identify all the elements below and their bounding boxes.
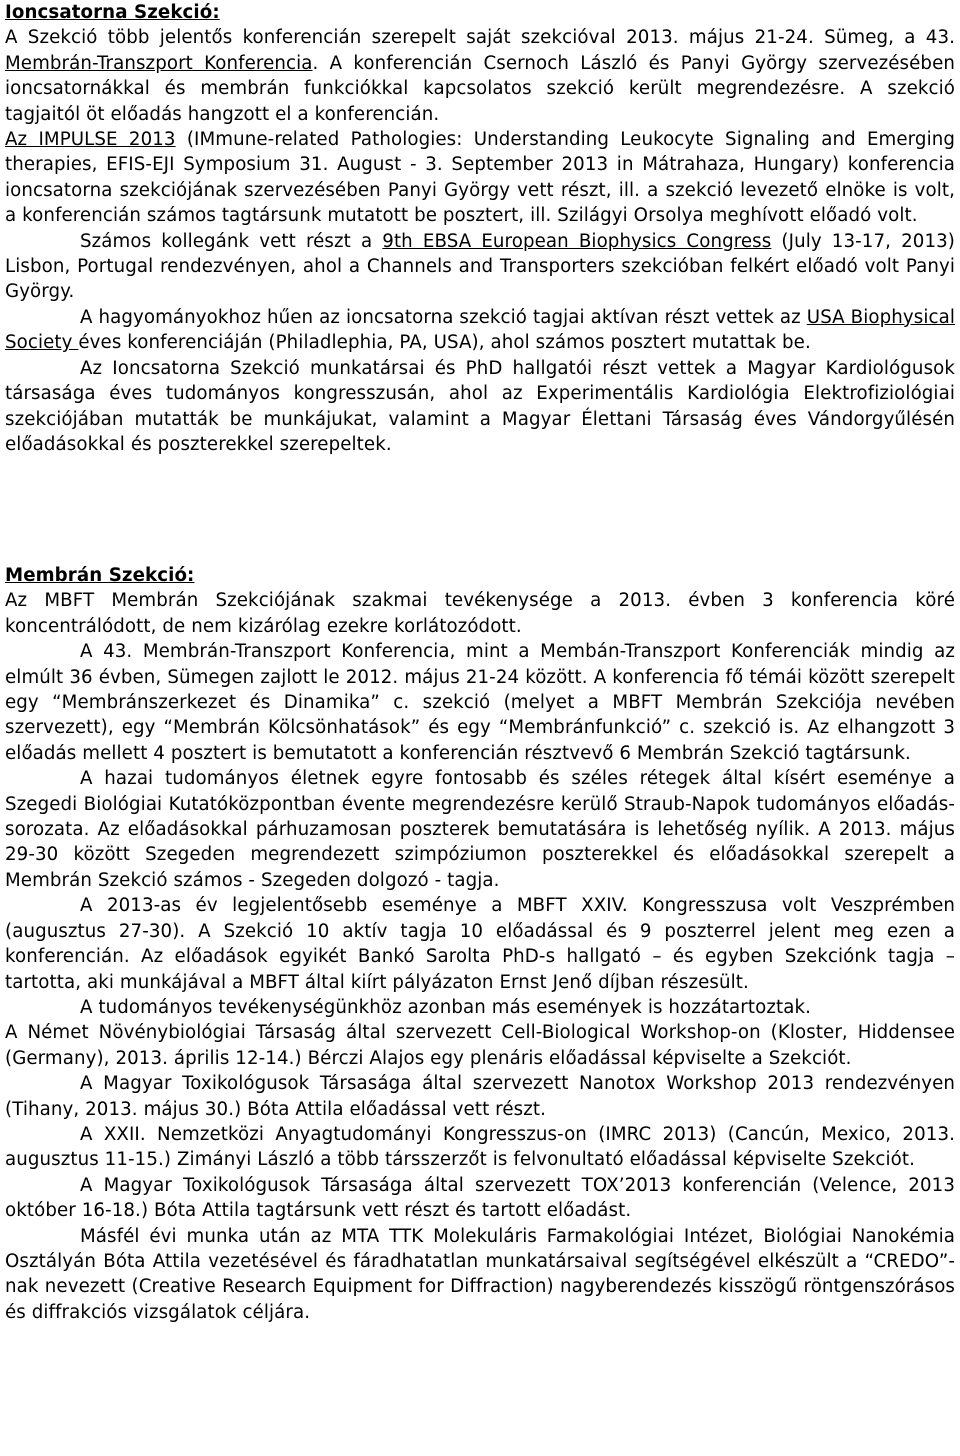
membran-paragraph-8: A XXII. Nemzetközi Anyagtudományi Kongresszus-on (IMRC 2013) (Cancún, Mexico, 2013. augusztus 11-15.) Zimányi László a több társszerzőt is felvonultató előadással képviselte Szekciót. (5, 1123, 955, 1171)
usa-biophysical-society-link[interactable]: USA Biophysical Society (5, 306, 955, 354)
ioncsatorna-heading: Ioncsatorna Szekció: (5, 2, 220, 23)
ioncsatorna-section (5, 0, 955, 457)
ioncsatorna-paragraph-1 (5, 25, 955, 127)
ioncsatorna-paragraph-4 (5, 305, 955, 356)
ebsa-congress-link[interactable]: 9th EBSA European Biophysics Congress (382, 230, 772, 252)
text: . A konferencián Csernoch László és Panyi György szervezésében ioncsatornákkal és membrán funkciókkal kapcsolatos szekció került megrendezésre. A szekció tagjaitól öt előadás hangzott el a konferencián. (5, 52, 955, 125)
text: (IMmune-related Pathologies: Understanding Leukocyte Signaling and Emerging therapies, EFIS-EJI Symposium 31. August - 3. September 2013 in Mátrahaza, Hungary) konferencia ioncsatorna szekciójának szervezésében Panyi György vett részt, ill. a szekció levezető elnöke is volt, a konferencián számos tagtársunk mutatott be posztert, ill. Szilágyi Orsolya meghívott előadó volt. (5, 129, 955, 227)
membran-paragraph-5: A tudományos tevékenységünkhöz azonban más események is hozzátartoztak. (80, 996, 811, 1018)
membran-paragraph-4: A 2013-as év legjelentősebb eseménye a MBFT XXIV. Kongresszusa volt Veszprémben (augusztus 27-30). A Szekció 10 aktív tagja 10 előadással és 9 poszterrel jelent meg ezen a konferencián. Az előadások egyikét Bankó Sarolta PhD-s hallgató – és egyben Szekciónk tagja – tartotta, aki munkájával a MBFT által kiírt pályázaton Ernst Jenő díjban részesült. (5, 895, 955, 993)
text: (July 13-17, 2013) Lisbon, Portugal rendezvényen, ahol a Channels and Transporters szekcióban felkért előadó volt Panyi György. (5, 230, 955, 303)
text: éves konferenciáján (Philadlephia, PA, USA), ahol számos posztert mutattak be. (78, 332, 811, 354)
ioncsatorna-paragraph-3 (5, 229, 955, 305)
membran-heading: Membrán Szekció: (5, 565, 195, 586)
membran-paragraph-9: A Magyar Toxikológusok Társasága által szervezett TOX’2013 konferencián (Velence, 2013 október 16-18.) Bóta Attila tagtársunk vett részt és tartott előadást. (5, 1174, 955, 1222)
impulse-2013-link[interactable]: Az IMPULSE 2013 (5, 129, 176, 151)
membran-paragraph-2: A 43. Membrán-Transzport Konferencia, mint a Membán-Transzport Konferenciák mindig az elmúlt 36 évben, Sümegen zajlott le 2012. május 21-24 között. A konferencia fő témái között szerepelt egy “Membránszerkezet és Dinamika” c. szekció (melyet a MBFT Membrán Szekciója nevében szervezett), egy “Membrán Kölcsönhatások” és egy “Membránfunkció” c. szekció is. Az elhangzott 3 előadás mellett 4 posztert is bemutatott a konferencián résztvevő 6 Membrán Szekció tagtársunk. (5, 641, 955, 764)
membran-paragraph-10: Másfél évi munka után az MTA TTK Molekuláris Farmakológiai Intézet, Biológiai Nanokémia Osztályán Bóta Attila vezetésével és fáradhatatlan munkatársaival segítségével elkészült a “CREDO”-nak nevezett (Creative Research Equipment for Diffraction) nagyberendezés kisszögű röntgenszórásos és diffrakciós vizsgálatok céljára. (5, 1225, 955, 1323)
text: Számos kollegánk vett részt a (80, 230, 383, 252)
ioncsatorna-paragraph-2 (5, 127, 955, 229)
membran-paragraph-6: A Német Növénybiológiai Társaság által szervezett Cell-Biological Workshop-on (Kloster, Hiddensee (Germany), 2013. április 12-14.) Bérczi Alajos egy plenáris előadással képviselte a Szekciót. (5, 1022, 955, 1069)
membran-paragraph-3: A hazai tudományos életnek egyre fontosabb és széles rétegek által kísért eseménye a Szegedi Biológiai Kutatóközpontban évente megrendezésre kerülő Straub-Napok tudományos előadás-sorozata. Az előadásokkal párhuzamosan poszterek bemutatására is lehetőség nyílik. A 2013. május 29-30 között Szegeden megrendezett szimpóziumon poszterekkel és előadásokkal szerepelt a Membrán Szekció számos - Szegeden dolgozó - tagja. (5, 768, 955, 891)
membran-paragraph-1: Az MBFT Membrán Szekciójának szakmai tevékenysége a 2013. évben 3 konferencia köré koncentrálódott, de nem kizárólag ezekre korlátozódott. (5, 590, 955, 637)
text: A Szekció több jelentős konferencián szerepelt saját szekcióval 2013. május 21-24. Sümeg, a 43. (5, 27, 955, 49)
membran-section (5, 563, 955, 1325)
membran-transzport-link[interactable]: Membrán-Transzport Konferencia (5, 52, 313, 74)
membran-paragraph-7: A Magyar Toxikológusok Társasága által szervezett Nanotox Workshop 2013 rendezvényen (Tihany, 2013. május 30.) Bóta Attila előadással vett részt. (5, 1073, 955, 1120)
text: A hagyományokhoz hűen az ioncsatorna szekció tagjai aktívan részt vettek az (80, 306, 807, 328)
ioncsatorna-paragraph-5: Az Ioncsatorna Szekció munkatársai és PhD hallgatói részt vettek a Magyar Kardiológusok társasága éves tudományos kongresszusán, ahol az Experimentális Kardiológia Elektrofiziológiai szekciójában mutatták be munkájukat, valamint a Magyar Élettani Társaság éves Vándorgyűlésén előadásokkal és poszterekkel szerepeltek. (5, 357, 955, 455)
